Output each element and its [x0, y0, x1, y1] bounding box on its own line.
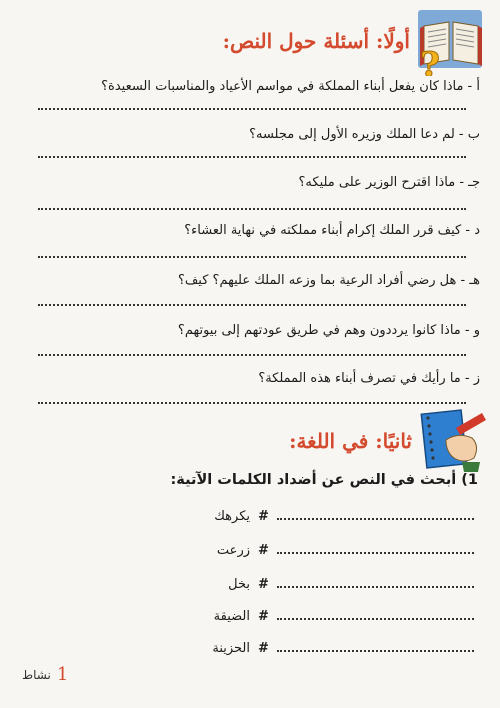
question-a: أ - ماذا كان يفعل أبناء المملكة في مواسم الأعياد والمناسبات السعيدة؟ — [101, 79, 480, 94]
antonym-word: بخل — [228, 577, 250, 592]
antonym-answer-line[interactable] — [277, 576, 474, 588]
notebook-pencil-icon — [418, 406, 488, 476]
hash-symbol: # — [258, 641, 269, 656]
answer-line-f[interactable] — [38, 354, 466, 356]
svg-text:?: ? — [420, 45, 440, 76]
antonym-row — [188, 542, 478, 558]
question-d: د - كيف قرر الملك إكرام أبناء مملكته في نهاية العشاء؟ — [184, 223, 480, 238]
antonym-word: الحزينة — [212, 641, 250, 656]
antonym-word: يكرهك — [214, 509, 250, 524]
antonym-answer-line[interactable] — [277, 508, 474, 520]
hash-symbol: # — [258, 577, 269, 592]
activity-label: نشاط — [22, 667, 51, 682]
antonym-answer-line[interactable] — [277, 640, 474, 652]
antonym-word: زرعت — [216, 543, 250, 558]
question-f: و - ماذا كانوا يرددون وهم في طريق عودتهم إلى بيوتهم؟ — [177, 323, 480, 338]
answer-line-g[interactable] — [38, 402, 466, 404]
answer-line-d[interactable] — [38, 256, 466, 258]
question-g: ز - ما رأيك في تصرف أبناء هذه المملكة؟ — [258, 371, 480, 386]
hash-symbol: # — [258, 609, 269, 624]
antonym-word: الضيقة — [213, 609, 250, 624]
section-2-header — [289, 406, 488, 476]
antonym-answer-line[interactable] — [277, 542, 474, 554]
answer-line-e[interactable] — [38, 304, 466, 306]
question-e: هـ - هل رضي أفراد الرعية بما وزعه الملك عليهم؟ كيف؟ — [177, 273, 480, 288]
page-footer — [22, 664, 68, 685]
language-task: 1) أبحث في النص عن أضداد الكلمات الآتية: — [170, 472, 478, 488]
antonym-row — [188, 640, 478, 656]
antonym-row — [188, 608, 478, 624]
answer-line-a[interactable] — [38, 108, 466, 110]
section-1-title: أولًا: أسئلة حول النص: — [222, 29, 410, 53]
section-2-title: ثانيًا: في اللغة: — [289, 429, 412, 453]
hash-symbol: # — [258, 509, 269, 524]
hash-symbol: # — [258, 543, 269, 558]
answer-line-c[interactable] — [38, 208, 466, 210]
section-1-header — [223, 6, 486, 76]
open-book-question-icon — [416, 6, 486, 76]
question-b: ب - لم دعا الملك وزيره الأول إلى مجلسه؟ — [249, 127, 480, 142]
antonym-answer-line[interactable] — [277, 608, 474, 620]
antonym-row — [188, 576, 478, 592]
question-c: جـ - ماذا اقترح الوزير على مليكه؟ — [298, 175, 480, 190]
answer-line-b[interactable] — [38, 156, 466, 158]
activity-number: 1 — [56, 664, 69, 685]
antonym-row — [188, 508, 478, 524]
